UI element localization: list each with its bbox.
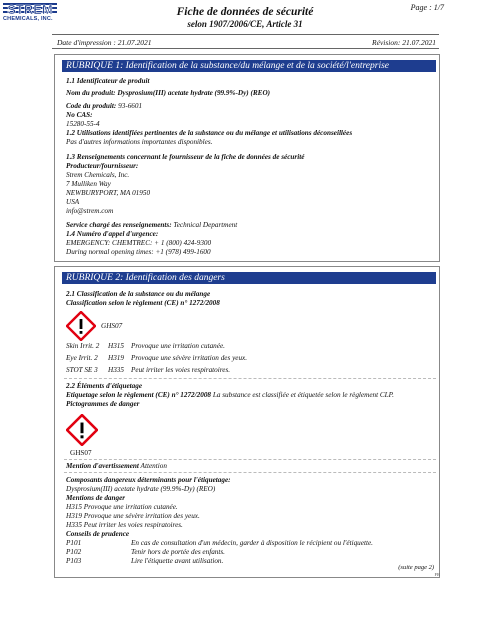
section-1-line: Service chargé des renseignements: Technical Department bbox=[66, 221, 238, 229]
precaution-text: En cas de consultation d'un médecin, garder à disposition le récipient ou l'étiquette. bbox=[131, 539, 373, 547]
precaution-code: P101 bbox=[66, 539, 82, 547]
language-code: FR bbox=[434, 572, 440, 577]
clp-classification: Classification selon le règlement (CE) n° 1272/2008 bbox=[66, 299, 220, 307]
section-1-line: During normal opening times: +1 (978) 499-1600 bbox=[66, 248, 211, 256]
hazard-statement: H315 Provoque une irritation cutanée. bbox=[66, 503, 178, 511]
section-1-line: Code du produit: 93-6601 bbox=[66, 102, 143, 110]
section-1-line: info@strem.com bbox=[66, 207, 114, 215]
hazard-code: H315 bbox=[108, 342, 124, 350]
section-1-line: USA bbox=[66, 198, 80, 206]
precaution-text: Lire l'étiquette avant utilisation. bbox=[131, 557, 224, 565]
divider bbox=[64, 459, 436, 460]
hazard-code: H319 bbox=[108, 354, 124, 362]
hazard-text: Peut irriter les voies respiratoires. bbox=[131, 366, 231, 374]
section-1-line: 7 Mulliken Way bbox=[66, 180, 111, 188]
divider bbox=[64, 378, 436, 379]
clp-labelling: Etiquetage selon le règlement (CE) n° 1272/2008 La substance est classifiée et étiquetée selon le règlement CLP. bbox=[66, 391, 394, 399]
hazard-text: Provoque une irritation cutanée. bbox=[131, 342, 225, 350]
precautionary-heading: Conseils de prudence bbox=[66, 530, 130, 538]
header-divider bbox=[52, 34, 439, 35]
hazard-code: H335 bbox=[108, 366, 124, 374]
section-1-line: 1.2 Utilisations identifiées pertinentes de la substance ou du mélange et utilisations déconseillées bbox=[66, 129, 353, 137]
ghs07-exclamation-icon bbox=[66, 311, 96, 341]
hazardous-components: Dysprosium(III) acetate hydrate (99.9%-Dy) (REO) bbox=[66, 485, 216, 493]
divider bbox=[64, 472, 436, 473]
header-divider-2 bbox=[52, 48, 439, 49]
precaution-text: Tenir hors de portée des enfants. bbox=[131, 548, 225, 556]
section-1-line: NEWBURYPORT, MA 01950 bbox=[66, 189, 151, 197]
signal-word: Mention d'avertissement Attention bbox=[66, 462, 167, 470]
pictograms-heading: Pictogrammes de danger bbox=[66, 400, 140, 408]
hazardous-components-heading: Composants dangereux déterminants pour l'étiquetage: bbox=[66, 476, 231, 484]
section-1-line: Pas d'autres informations importantes disponibles. bbox=[66, 138, 213, 146]
ghs07-pictogram-label: GHS07 bbox=[70, 449, 92, 457]
hazard-class: Eye Irrit. 2 bbox=[66, 354, 98, 362]
ghs07-label: GHS07 bbox=[101, 322, 123, 330]
section-1-line: No CAS: bbox=[66, 111, 93, 119]
section-1-line: 1.1 Identificateur de produit bbox=[66, 77, 150, 85]
document-title: Fiche de données de sécurité bbox=[176, 6, 314, 18]
label-elements-heading: 2.2 Éléments d'étiquetage bbox=[66, 382, 143, 390]
section-1-line: Strem Chemicals, Inc. bbox=[66, 171, 130, 179]
section-1-line: 1.4 Numéro d'appel d'urgence: bbox=[66, 230, 159, 238]
section-1-line: EMERGENCY: CHEMTREC: + 1 (800) 424-9300 bbox=[66, 239, 212, 247]
section-1-line: Producteur/fournisseur: bbox=[66, 162, 139, 170]
precaution-code: P102 bbox=[66, 548, 82, 556]
section-2-heading: RUBRIQUE 2: Identification des dangers bbox=[62, 272, 436, 284]
svg-text:STREM: STREM bbox=[7, 3, 53, 16]
page-number: Page : 1/7 bbox=[410, 3, 444, 12]
hazard-text: Provoque une sévère irritation des yeux. bbox=[131, 354, 248, 362]
document-subtitle: selon 1907/2006/CE, Article 31 bbox=[187, 19, 303, 29]
hazard-statements-heading: Mentions de danger bbox=[66, 494, 126, 502]
section-1-line: 1.3 Renseignements concernant le fournisseur de la fiche de données de sécurité bbox=[66, 153, 305, 161]
ghs07-pictogram-icon bbox=[66, 414, 98, 446]
classification-heading: 2.1 Classification de la substance ou du mélange bbox=[66, 290, 211, 298]
section-1-heading: RUBRIQUE 1: Identification de la substance/du mélange et de la société/l'entreprise bbox=[62, 60, 436, 72]
hazard-statement: H319 Provoque une sévère irritation des yeux. bbox=[66, 512, 200, 520]
logo-subtitle: CHEMICALS, INC. bbox=[3, 16, 53, 22]
section-1-line: 15280-55-4 bbox=[66, 120, 100, 128]
precaution-code: P103 bbox=[66, 557, 82, 565]
section-1-line: Nom du produit: Dysprosium(III) acetate hydrate (99.9%-Dy) (REO) bbox=[66, 89, 271, 97]
hazard-statement: H335 Peut irriter les voies respiratoires. bbox=[66, 521, 183, 529]
revision-date: Révision: 21.07.2021 bbox=[372, 38, 436, 47]
print-date: Date d'impression : 21.07.2021 bbox=[57, 38, 152, 47]
continued-note: (suite page 2) bbox=[398, 564, 434, 571]
hazard-class: STOT SE 3 bbox=[66, 366, 98, 374]
hazard-class: Skin Irrit. 2 bbox=[66, 342, 100, 350]
